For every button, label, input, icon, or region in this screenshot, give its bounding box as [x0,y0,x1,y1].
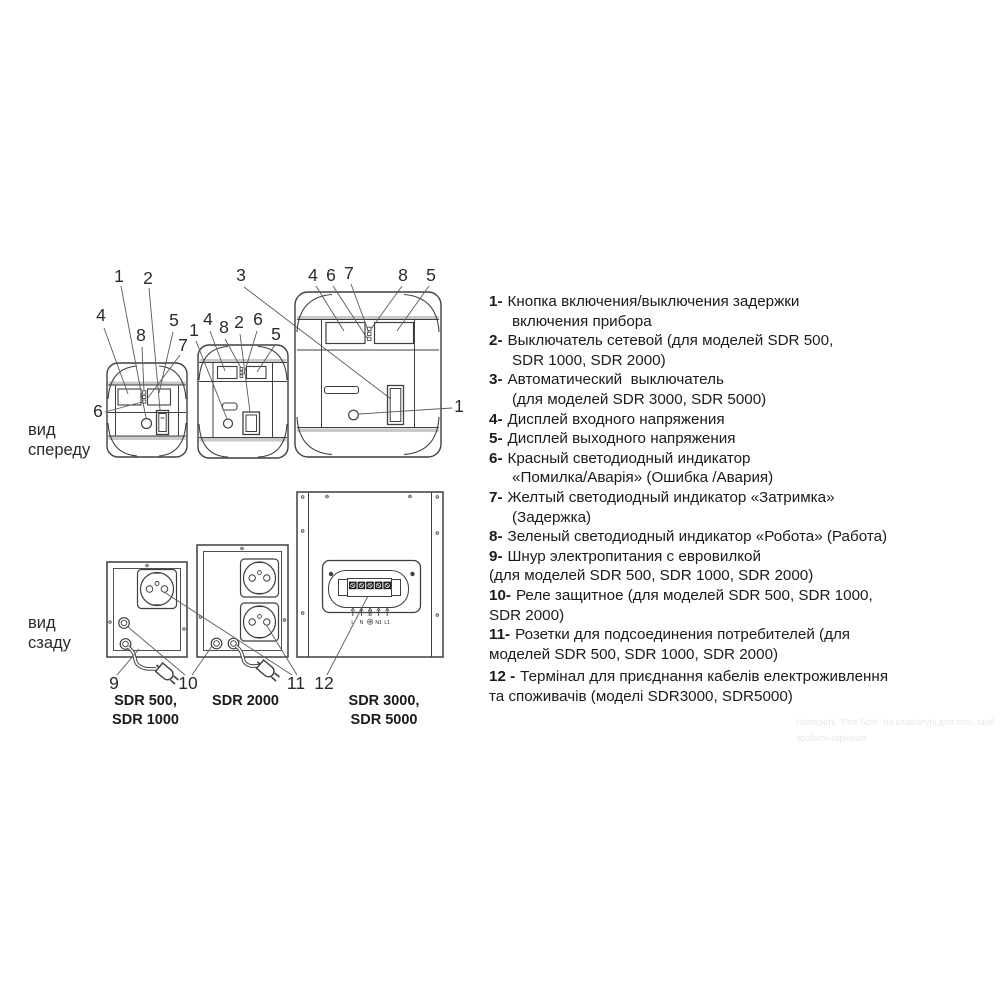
legend-item-2-cont: SDR 1000, SDR 2000) [512,351,666,369]
front-view-label: вид [28,421,56,439]
callout-5: 5 [271,324,281,344]
device-small-back [107,562,187,686]
legend-item-4: 4- Дисплей входного напряжения [489,410,725,428]
callout-7: 7 [344,263,354,283]
callout-2: 2 [234,312,244,332]
device-small-front [107,363,187,457]
device-medium-front [198,345,288,458]
caption-sdr1000: SDR 1000 [112,712,179,728]
callout-4: 4 [203,309,213,329]
legend-item-3-cont: (для моделей SDR 3000, SDR 5000) [512,390,767,408]
callout-5: 5 [426,265,436,285]
callout-6: 6 [326,265,336,285]
svg-text:L1: L1 [384,620,390,626]
device-large-front [295,292,441,457]
callout-1: 1 [454,396,464,416]
callout-1: 1 [114,266,124,286]
legend-item-12: 12 - Термінал для приєднання кабелів електроживлення [489,668,889,686]
back-callout-numbers [109,673,334,693]
device-diagram [0,0,480,740]
legend-item-5: 5- Дисплей выходного напряжения [489,430,736,448]
caption-sdr500: SDR 500, [114,693,177,709]
ground-symbol [367,619,372,624]
output-display [375,323,414,344]
svg-text:N: N [359,620,364,626]
callout-4: 4 [308,265,318,285]
output-display [247,367,267,379]
back-view-label: вид [28,614,56,632]
legend-item-7: 7- Желтый светодиодный индикатор «Затримка» [489,488,835,506]
callout-5: 5 [169,310,179,330]
legend-item-6-cont: «Помилка/Аварія» (Ошибка /Авария) [512,469,774,487]
callout-7: 7 [178,335,188,355]
callout-9: 9 [109,673,119,693]
front-view-label: спереду [28,441,91,459]
callout-4: 4 [96,305,106,325]
watermark-note [796,714,996,746]
legend-item-10: 10- Реле защитное (для моделей SDR 500, SDR 1000, [489,586,873,604]
legend-item-12-cont: та споживачів (моделі SDR3000, SDR5000) [489,687,793,705]
callout-3: 3 [236,265,246,285]
callout-6: 6 [253,309,263,329]
model-captions [112,693,419,728]
svg-text:N1: N1 [375,620,382,626]
callout-12: 12 [314,673,334,693]
legend-item-9: 9- Шнур электропитания с евровилкой [489,547,761,565]
callout-8: 8 [398,265,408,285]
back-view-label: сзаду [28,634,71,652]
watermark-line: зробити скріншот [796,733,867,743]
callout-2: 2 [143,268,153,288]
legend-item-11: 11- Розетки для подсоединения потребителей (для [489,626,851,644]
callout-11: 11 [286,673,306,693]
caption-sdr5000: SDR 5000 [350,712,418,728]
legend-item-3: 3- Автоматический выключатель [489,371,724,389]
legend-item-1-cont: включения прибора [512,312,652,330]
legend-item-6: 6- Красный светодиодный индикатор [489,449,751,467]
device-large-back [297,492,443,657]
legend [489,292,989,706]
svg-text:L: L [351,620,355,626]
view-labels [28,421,91,652]
callout-10: 10 [178,673,198,693]
legend-item-9-cont: (для моделей SDR 500, SDR 1000, SDR 2000) [489,567,814,585]
legend-item-10-cont: SDR 2000) [489,606,565,624]
legend-item-11-cont: моделей SDR 500, SDR 1000, SDR 2000) [489,645,779,663]
watermark-line: Натисніть "Prnt Scrn" на клавіатурі для того, щоб [796,717,995,727]
legend-item-7-cont: (Задержка) [512,508,592,526]
legend-item-1: 1- Кнопка включения/выключения задержки [489,293,800,310]
callout-6: 6 [93,401,103,421]
callout-8: 8 [219,317,229,337]
input-display [218,367,238,379]
device-medium-back [197,545,288,683]
callout-1: 1 [189,320,199,340]
legend-item-8: 8- Зеленый светодиодный индикатор «Робота» (Работа) [489,528,888,546]
input-display [118,389,141,405]
caption-sdr3000: SDR 3000, [348,693,420,709]
callout-8: 8 [136,325,146,345]
legend-item-2: 2- Выключатель сетевой (для моделей SDR 500, [489,332,834,350]
caption-sdr2000: SDR 2000 [212,693,279,709]
